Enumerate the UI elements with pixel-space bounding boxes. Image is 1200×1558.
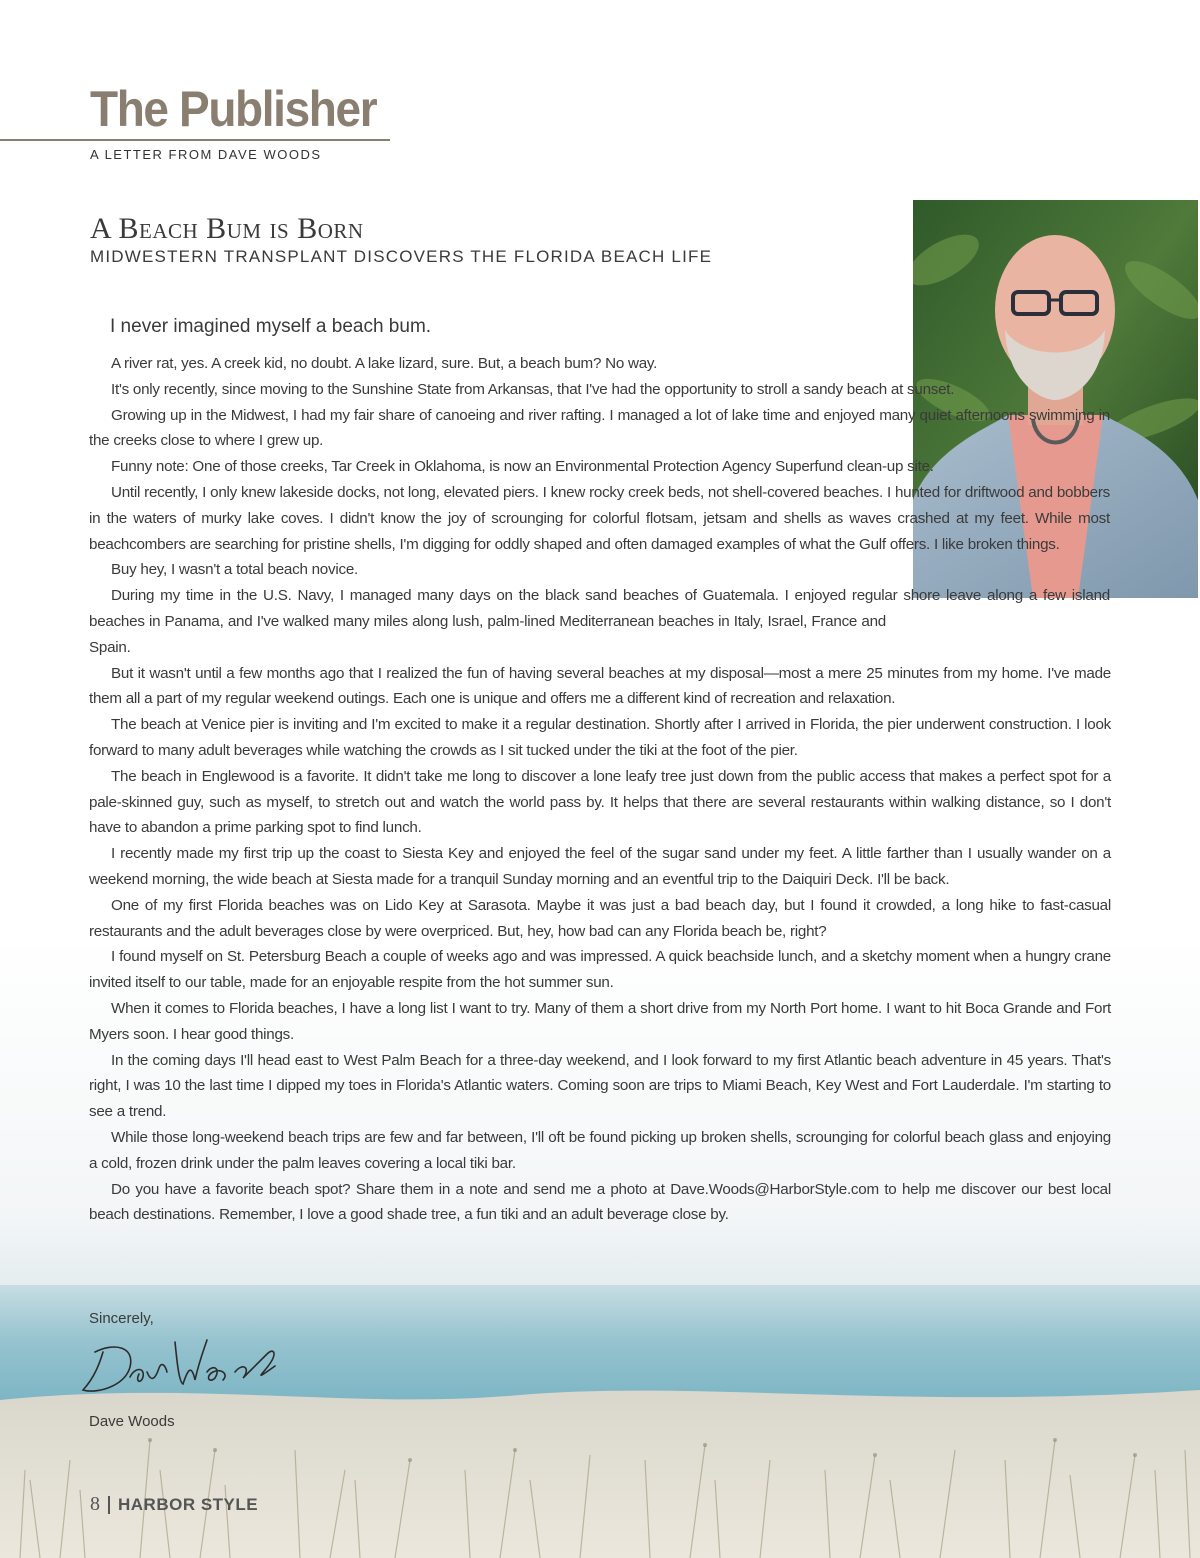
page-footer: [90, 1493, 258, 1516]
handwritten-signature: [75, 1322, 285, 1402]
letter-body: [89, 351, 1111, 1228]
photo-wrap-spacer: [1110, 351, 1111, 633]
paragraph: Do you have a favorite beach spot? Share them in a note and send me a photo at Dave.Woods@HarborStyle.com to help me discover our best local beach destinations. Remember, I love a good shade tree, a fun tiki and an adult beverage close by.: [89, 1180, 1111, 1224]
paragraph: Buy hey, I wasn't a total beach novice.: [111, 561, 358, 579]
paragraph: While those long-weekend beach trips are few and far between, I'll oft be found picking up broken shells, scrounging for colorful beach glass and enjoying a cold, frozen drink under the palm leaves covering a local tiki bar.: [89, 1128, 1111, 1172]
section-title: The Publisher: [90, 81, 377, 137]
paragraph: I found myself on St. Petersburg Beach a couple of weeks ago and was impressed. A quick beachside lunch, and a sketchy moment when a hungry crane invited itself to our table, made for an enjoyable respite from the hot summer sun.: [89, 948, 1111, 992]
magazine-name: HARBOR STYLE: [118, 1494, 259, 1514]
paragraph: I recently made my first trip up the coast to Siesta Key and enjoyed the feel of the sugar sand under my feet. A little farther than I usually wander on a weekend morning, the wide beach at Siesta made for a tranquil Sunday morning and an eventful trip to the Daiquiri Deck. I'll be back.: [89, 845, 1111, 888]
article-lead: I never imagined myself a beach bum.: [110, 316, 432, 337]
footer-divider: [108, 1496, 110, 1514]
paragraph: Funny note: One of those creeks, Tar Creek in Oklahoma, is now an Environmental Protection Agency Superfund clean-up site.: [111, 458, 934, 476]
paragraph: The beach in Englewood is a favorite. It didn't take me long to discover a lone leafy tree just down from the public access that makes a perfect spot for a pale-skinned guy, such as myself, to stretch out and watch the world pass by. It helps that there are several restaurants within walking distance, so I don't have to abandon a prime parking spot to find lunch.: [89, 767, 1111, 837]
section-subtitle: A LETTER FROM DAVE WOODS: [90, 147, 322, 162]
paragraph: Until recently, I only knew lakeside docks, not long, elevated piers. I knew rocky creek beds, not shell-covered beaches. I hunted for driftwood and bobbers in the waters of murky lake coves. I didn't know the joy of scrounging for colorful flotsam, jetsam and shells as waves crashed at my feet. While most beachcombers are searching for pristine shells, I'm digging for oddly shaped and often damaged examples of what the Gulf offers. I like broken things.: [89, 483, 1110, 553]
signer-name: Dave Woods: [89, 1413, 175, 1430]
paragraph: Growing up in the Midwest, I had my fair share of canoeing and river rafting. I managed a lot of lake time and enjoyed many quiet afternoons swimming in the creeks close to where I grew up.: [89, 406, 1110, 450]
paragraph: When it comes to Florida beaches, I have a long list I want to try. Many of them a short drive from my North Port home. I want to hit Boca Grande and Fort Myers soon. I hear good things.: [89, 999, 1111, 1043]
paragraph: It's only recently, since moving to the Sunshine State from Arkansas, that I've had the opportunity to stroll a sandy beach at sunset.: [111, 380, 955, 398]
paragraph: During my time in the U.S. Navy, I managed many days on the black sand beaches of Guatemala. I enjoyed regular shore leave along a few island beaches in Panama, and I've walked many miles along lush, palm-lined Mediterranean beaches in Italy, Israel, France and Spain.: [89, 587, 1110, 656]
paragraph: The beach at Venice pier is inviting and I'm excited to make it a regular destination. Shortly after I arrived in Florida, the pier underwent construction. I look forward to many adult beverages while watching the crowds as I sit tucked under the tiki at the foot of the pier.: [89, 716, 1111, 759]
photo-wrap-block: [886, 633, 1111, 634]
paragraph: But it wasn't until a few months ago that I realized the fun of having several beaches at my disposal—most a mere 25 minutes from my home. I've made them all a part of my regular weekend outings. Each one is unique and offers me a different kind of recreation and relaxation.: [89, 664, 1111, 708]
paragraph: One of my first Florida beaches was on Lido Key at Sarasota. Maybe it was just a bad beach day, but I found it crowded, a long hike to fast-casual restaurants and the adult beverages close by were overpriced. But, hey, how bad can any Florida beach be, right?: [89, 896, 1111, 940]
paragraph: A river rat, yes. A creek kid, no doubt. A lake lizard, sure. But, a beach bum? No way.: [111, 355, 658, 372]
page-number: 8: [90, 1493, 100, 1515]
article-deck: MIDWESTERN TRANSPLANT DISCOVERS THE FLORIDA BEACH LIFE: [90, 247, 713, 266]
title-underline: [0, 139, 390, 141]
paragraph: In the coming days I'll head east to West Palm Beach for a three-day weekend, and I look forward to my first Atlantic beach adventure in 45 years. That's right, I was 10 the last time I dipped my toes in Florida's Atlantic waters. Coming soon are trips to Miami Beach, Key West and Fort Lauderdale. I'm starting to see a trend.: [89, 1051, 1111, 1121]
closing-salutation: Sincerely,: [89, 1310, 154, 1327]
article-headline: A Beach Bum is Born: [90, 212, 364, 245]
